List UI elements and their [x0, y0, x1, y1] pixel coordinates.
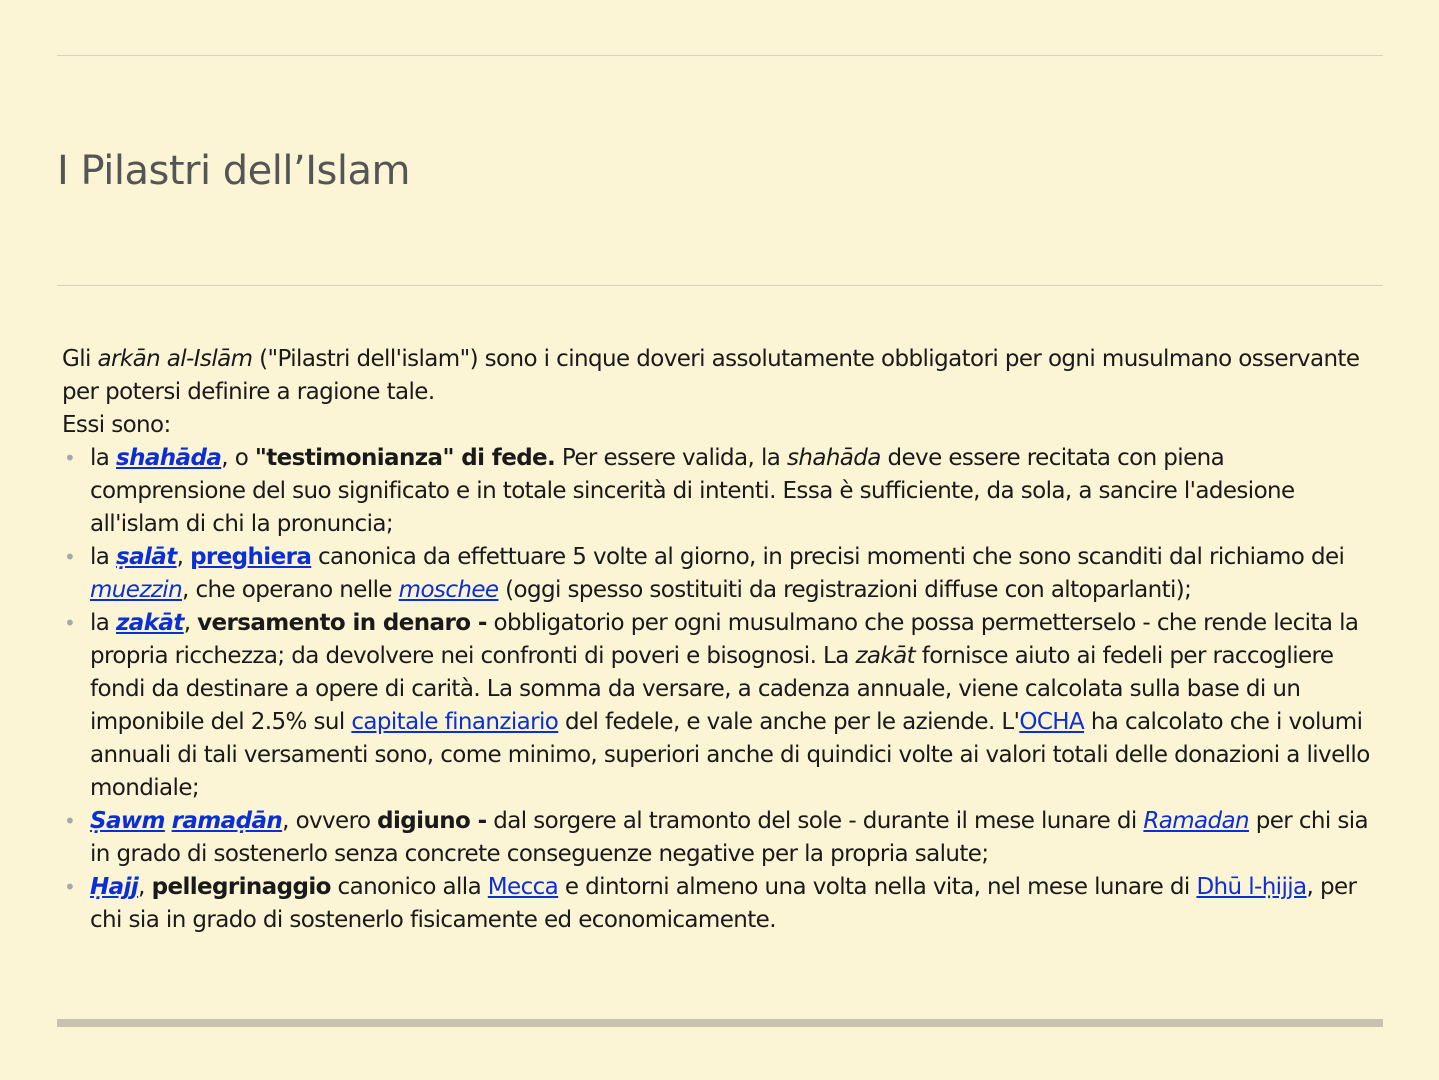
- link-moschee[interactable]: moschee: [398, 577, 499, 603]
- text: ,: [138, 874, 152, 900]
- text: [165, 808, 172, 834]
- italic-term: shahāda: [786, 445, 881, 471]
- list-item-salat: [62, 541, 1382, 607]
- link-capitale-finanziario[interactable]: capitale finanziario: [351, 709, 559, 735]
- text: Per essere valida, la: [555, 445, 787, 471]
- title-divider: [57, 285, 1383, 286]
- text: ha calcolato che i volumi annuali di tali versamenti sono, come minimo, superiori anche di quindici volte ai valori totali delle donazioni a livello mondiale;: [90, 709, 1370, 801]
- text: deve essere recitata con piena comprensione del suo significato e in totale sincerità di intenti. Essa è sufficiente, da sola, a sancire l'adesione all'islam di chi la pronuncia;: [90, 445, 1295, 537]
- link-preghiera[interactable]: preghiera: [190, 544, 312, 570]
- slide-title: I Pilastri dell’Islam: [57, 148, 410, 194]
- bold-text: digiuno -: [377, 808, 487, 834]
- slide-body: [62, 343, 1382, 937]
- text: canonica da effettuare 5 volte al giorno, in precisi momenti che sono scanditi dal richiamo dei: [311, 544, 1345, 570]
- italic-term: zakāt: [855, 643, 916, 669]
- link-ramadan-term[interactable]: ramaḍān: [171, 808, 283, 834]
- pillars-list: [62, 442, 1382, 937]
- link-muezzin[interactable]: muezzin: [90, 577, 183, 603]
- bullet-icon: •: [64, 611, 76, 635]
- list-item-shahada: [62, 442, 1382, 541]
- bullet-icon: •: [64, 545, 76, 569]
- text: , che operano nelle: [182, 577, 399, 603]
- text: , ovvero: [282, 808, 378, 834]
- text: fornisce aiuto ai fedeli per raccogliere fondi da destinare a opere di carità. La somma da versare, a cadenza annuale, viene calcolata sulla base di un imponibile del 2.5% sul: [90, 643, 1334, 735]
- text: per chi sia in grado di sostenerlo senza concrete conseguenze negative per la propria salute;: [90, 808, 1369, 867]
- bold-text: "testimonianza" di fede.: [254, 445, 556, 471]
- bold-text: pellegrinaggio: [151, 874, 331, 900]
- link-salat[interactable]: ṣalāt: [116, 544, 177, 570]
- intro-paragraph: [62, 343, 1382, 409]
- text: ,: [176, 544, 191, 570]
- text: la: [90, 445, 116, 471]
- text: , per chi sia in grado di sostenerlo fisicamente ed economicamente.: [90, 874, 1357, 933]
- text: la: [90, 610, 116, 636]
- top-divider: [57, 55, 1383, 56]
- text: ,: [183, 610, 198, 636]
- text: dal sorgere al tramonto del sole - durante il mese lunare di: [486, 808, 1144, 834]
- intro-text-b: ("Pilastri dell'islam") sono i cinque doveri assolutamente obbligatori per ogni musulmano osservante per potersi definire a ragione tale.: [62, 346, 1360, 405]
- text: obbligatorio per ogni musulmano che possa permetterselo - che rende lecita la propria ricchezza; da devolvere nei confronti di poveri e bisognosi. La: [90, 610, 1359, 669]
- list-item-zakat: [62, 607, 1382, 805]
- bottom-divider: [57, 1019, 1383, 1027]
- text: (oggi spesso sostituiti da registrazioni diffuse con altoparlanti);: [498, 577, 1192, 603]
- link-zakat[interactable]: zakāt: [116, 610, 184, 636]
- bullet-icon: •: [64, 446, 76, 470]
- bullet-icon: •: [64, 875, 76, 899]
- text: del fedele, e vale anche per le aziende. L': [558, 709, 1020, 735]
- text: , o: [221, 445, 255, 471]
- link-hajj[interactable]: Ḥajj: [90, 874, 139, 900]
- text: canonico alla: [330, 874, 488, 900]
- intro-text-a: Gli: [62, 346, 98, 372]
- intro-lead: Essi sono:: [62, 412, 171, 438]
- link-dhu-l-hijja[interactable]: Dhū l-ḥijja: [1196, 874, 1307, 900]
- link-sawm[interactable]: Ṣawm: [90, 808, 165, 834]
- list-item-sawm: [62, 805, 1382, 871]
- intro-term: arkān al-Islām: [97, 346, 253, 372]
- link-mecca[interactable]: Mecca: [487, 874, 559, 900]
- link-ocha[interactable]: OCHA: [1019, 709, 1085, 735]
- link-ramadan[interactable]: Ramadan: [1143, 808, 1250, 834]
- list-item-hajj: [62, 871, 1382, 937]
- bullet-icon: •: [64, 809, 76, 833]
- bold-text: versamento in denaro -: [197, 610, 487, 636]
- text: la: [90, 544, 116, 570]
- link-shahada[interactable]: shahāda: [116, 445, 222, 471]
- text: e dintorni almeno una volta nella vita, nel mese lunare di: [558, 874, 1197, 900]
